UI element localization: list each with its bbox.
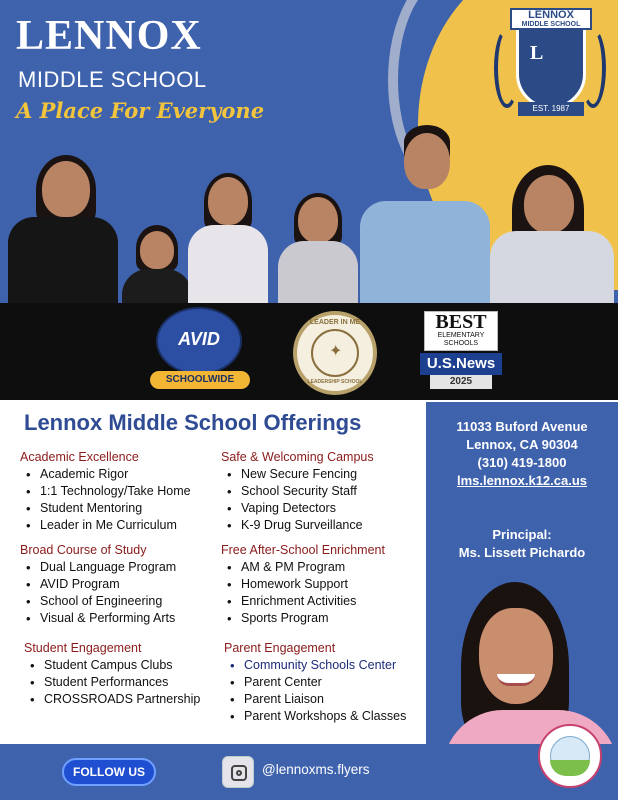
phone-number: (310) 419-1800 [477,455,567,470]
school-name: LENNOX [16,13,202,59]
offerings-title: Lennox Middle School Offerings [24,410,362,435]
student-figure [8,155,118,305]
tagline: A Place For Everyone [16,98,265,123]
street-address: 11033 Buford Avenue [456,419,588,434]
compass-icon: ✦ [329,343,343,360]
list-item: • New Secure Fencing [221,466,421,483]
list-item: • K-9 Drug Surveillance [221,517,421,534]
offering-section [24,641,220,708]
students-group-photo [0,150,618,305]
list-item: • AM & PM Program [221,559,421,576]
city-address: Lennox, CA 90304 [466,437,578,452]
student-figure [278,193,358,305]
header-banner [0,0,618,310]
district-seal-logo [538,724,602,788]
list-item: • Vaping Detectors [221,500,421,517]
avid-badge [150,307,250,395]
student-figure [490,165,614,305]
list-item: • Sports Program [221,610,421,627]
section-heading: Safe & Welcoming Campus [221,450,374,464]
offering-section [221,450,421,534]
instagram-handle[interactable]: @lennoxms.flyers [262,762,370,777]
offering-section [20,543,220,627]
school-crest-logo [490,6,610,126]
avid-ribbon: SCHOOLWIDE [150,371,250,389]
address-block [426,418,618,490]
offering-section [224,641,424,725]
us-news-year: 2025 [430,375,492,389]
leader-in-me-badge: LEADER IN ME ✦ LEADERSHIP SCHOOL [293,311,377,395]
list-item: • 1:1 Technology/Take Home [20,483,220,500]
list-item: • Homework Support [221,576,421,593]
us-news-brand: U.S.News [420,353,502,375]
accreditation-badges [0,303,618,400]
section-heading: Academic Excellence [20,450,139,464]
section-heading: Free After-School Enrichment [221,543,385,557]
school-type: MIDDLE SCHOOL [18,67,207,92]
list-item: • Parent Liaison [224,691,424,708]
student-figure [122,225,192,305]
follow-us-button[interactable]: FOLLOW US [62,758,156,786]
list-item: • School Security Staff [221,483,421,500]
list-item: • Dual Language Program [20,559,220,576]
student-figure [188,173,268,305]
footer-bar [0,744,618,800]
list-item: • CROSSROADS Partnership [24,691,220,708]
principal-name: Ms. Lissett Pichardo [458,545,586,560]
student-figure [360,137,490,305]
list-item: • Parent Workshops & Classes [224,708,424,725]
website-link[interactable]: lms.lennox.k12.ca.us [456,473,588,488]
us-news-badge [420,311,502,391]
instagram-icon[interactable] [222,756,254,788]
list-item: • Academic Rigor [20,466,220,483]
avid-disc: AVID [156,307,242,375]
section-heading: Parent Engagement [224,641,336,655]
section-heading: Broad Course of Study [20,543,147,557]
crest-banner: LENNOX MIDDLE SCHOOL [510,8,592,30]
crest-letter: L [530,42,544,64]
section-heading: Student Engagement [24,641,142,655]
list-item: • School of Engineering [20,593,220,610]
offering-section [221,543,421,627]
list-item: • Visual & Performing Arts [20,610,220,627]
list-item: • Student Campus Clubs [24,657,220,674]
list-item: • Enrichment Activities [221,593,421,610]
best-label: BEST ELEMENTARY SCHOOLS [424,311,498,351]
offering-section [20,450,220,534]
crest-established: EST. 1987 [518,102,584,116]
list-item: • Student Mentoring [20,500,220,517]
list-item: • Leader in Me Curriculum [20,517,220,534]
list-item: • AVID Program [20,576,220,593]
list-item: • Community Schools Center [224,657,424,674]
principal-label: Principal: [492,527,552,542]
list-item: • Parent Center [224,674,424,691]
principal-block [426,526,618,562]
list-item: • Student Performances [24,674,220,691]
